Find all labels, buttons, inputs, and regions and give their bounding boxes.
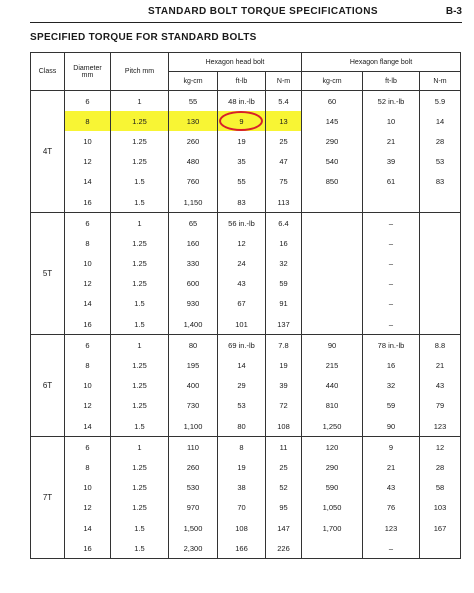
table-row — [31, 498, 461, 518]
diameter-cell: 6 — [65, 91, 111, 112]
head-kgcm-cell: 480 — [169, 152, 218, 172]
head-nm-cell: 6.4 — [266, 213, 302, 234]
flange-kgcm-cell: 440 — [302, 376, 363, 396]
pitch-cell: 1 — [111, 335, 169, 356]
head-ftlb-cell: 14 — [218, 355, 266, 375]
flange-nm-cell: 21 — [420, 355, 461, 375]
flange-kgcm-cell: 1,050 — [302, 498, 363, 518]
diameter-cell: 14 — [65, 172, 111, 192]
table-row — [31, 213, 461, 234]
flange-nm-cell: 5.9 — [420, 91, 461, 112]
head-ftlb-cell: 19 — [218, 457, 266, 477]
head-nm-cell: 25 — [266, 131, 302, 151]
head-ftlb-cell: 70 — [218, 498, 266, 518]
flange-ftlb-cell: – — [363, 274, 420, 294]
head-nm-cell: 5.4 — [266, 91, 302, 112]
flange-kgcm-cell — [302, 254, 363, 274]
flange-ftlb-cell: 61 — [363, 172, 420, 192]
flange-ftlb-cell: 21 — [363, 457, 420, 477]
table-row — [31, 376, 461, 396]
diameter-cell: 8 — [65, 233, 111, 253]
head-nm-cell: 19 — [266, 355, 302, 375]
pitch-cell: 1.25 — [111, 457, 169, 477]
header-hexagon-flange-bolt: Hexagon flange bolt — [302, 53, 461, 72]
head-kgcm-cell: 400 — [169, 376, 218, 396]
head-nm-cell: 95 — [266, 498, 302, 518]
pitch-cell: 1.25 — [111, 478, 169, 498]
pitch-cell: 1.25 — [111, 152, 169, 172]
diameter-cell: 8 — [65, 457, 111, 477]
pitch-cell: 1 — [111, 437, 169, 458]
head-nm-cell: 108 — [266, 416, 302, 437]
header-pitch: Pitch mm — [111, 53, 169, 91]
head-kgcm-cell: 930 — [169, 294, 218, 314]
flange-ftlb-cell: 78 in.-lb — [363, 335, 420, 356]
flange-ftlb-cell: 9 — [363, 437, 420, 458]
table-row — [31, 457, 461, 477]
header-diameter: Diameter mm — [65, 53, 111, 91]
flange-ftlb-cell — [363, 192, 420, 213]
flange-nm-cell: 14 — [420, 111, 461, 131]
circled-value — [239, 117, 243, 126]
head-ftlb-cell: 69 in.-lb — [218, 335, 266, 356]
flange-kgcm-cell: 215 — [302, 355, 363, 375]
flange-kgcm-cell: 290 — [302, 131, 363, 151]
flange-kgcm-cell: 810 — [302, 396, 363, 416]
head-ftlb-cell: 19 — [218, 131, 266, 151]
table-row — [31, 518, 461, 538]
class-cell: 5T — [31, 213, 65, 335]
diameter-cell: 12 — [65, 274, 111, 294]
head-nm-cell: 59 — [266, 274, 302, 294]
table-row — [31, 254, 461, 274]
pitch-cell: 1.25 — [111, 254, 169, 274]
head-ftlb-cell: 29 — [218, 376, 266, 396]
head-nm-cell: 52 — [266, 478, 302, 498]
head-ftlb-cell: 166 — [218, 538, 266, 559]
header-class: Class — [31, 53, 65, 91]
head-kgcm-cell: 330 — [169, 254, 218, 274]
head-kgcm-cell: 195 — [169, 355, 218, 375]
flange-ftlb-cell: 90 — [363, 416, 420, 437]
diameter-cell: 10 — [65, 131, 111, 151]
head-kgcm-cell: 80 — [169, 335, 218, 356]
pitch-cell: 1.25 — [111, 131, 169, 151]
flange-kgcm-cell: 850 — [302, 172, 363, 192]
head-kgcm-cell: 160 — [169, 233, 218, 253]
flange-ftlb-cell: 123 — [363, 518, 420, 538]
head-kgcm-cell: 600 — [169, 274, 218, 294]
class-cell: 4T — [31, 91, 65, 213]
diameter-cell: 12 — [65, 396, 111, 416]
flange-nm-cell: 8.8 — [420, 335, 461, 356]
head-nm-cell: 113 — [266, 192, 302, 213]
table-row — [31, 437, 461, 458]
pitch-cell: 1.5 — [111, 172, 169, 192]
flange-ftlb-cell: 52 in.-lb — [363, 91, 420, 112]
flange-nm-cell: 83 — [420, 172, 461, 192]
flange-kgcm-cell: 540 — [302, 152, 363, 172]
table-row — [31, 396, 461, 416]
table-row — [31, 172, 461, 192]
flange-nm-cell — [420, 233, 461, 253]
head-ftlb-cell: 80 — [218, 416, 266, 437]
diameter-cell: 6 — [65, 437, 111, 458]
page-header — [30, 4, 462, 23]
class-cell: 7T — [31, 437, 65, 559]
header-head-kgcm: kg-cm — [169, 72, 218, 91]
head-ftlb-cell: 12 — [218, 233, 266, 253]
head-ftlb-cell — [218, 111, 266, 131]
flange-nm-cell: 167 — [420, 518, 461, 538]
head-nm-cell: 7.8 — [266, 335, 302, 356]
flange-kgcm-cell — [302, 294, 363, 314]
flange-kgcm-cell — [302, 213, 363, 234]
flange-kgcm-cell: 1,700 — [302, 518, 363, 538]
pitch-cell: 1.25 — [111, 233, 169, 253]
header-flange-nm: N-m — [420, 72, 461, 91]
head-ftlb-cell: 55 — [218, 172, 266, 192]
flange-ftlb-cell: – — [363, 254, 420, 274]
flange-ftlb-cell: 59 — [363, 396, 420, 416]
header-flange-ftlb: ft-lb — [363, 72, 420, 91]
diameter-cell: 14 — [65, 416, 111, 437]
head-nm-cell: 13 — [266, 111, 302, 131]
head-kgcm-cell: 130 — [169, 111, 218, 131]
flange-kgcm-cell — [302, 192, 363, 213]
head-ftlb-cell: 53 — [218, 396, 266, 416]
flange-ftlb-cell: 76 — [363, 498, 420, 518]
head-nm-cell: 91 — [266, 294, 302, 314]
table-row — [31, 335, 461, 356]
flange-ftlb-cell: 21 — [363, 131, 420, 151]
flange-ftlb-cell: – — [363, 233, 420, 253]
diameter-cell: 6 — [65, 335, 111, 356]
pitch-cell: 1 — [111, 213, 169, 234]
pitch-cell: 1.25 — [111, 498, 169, 518]
flange-nm-cell — [420, 192, 461, 213]
table-row — [31, 192, 461, 213]
flange-ftlb-cell: 39 — [363, 152, 420, 172]
head-kgcm-cell: 2,300 — [169, 538, 218, 559]
pitch-cell: 1.25 — [111, 111, 169, 131]
head-nm-cell: 137 — [266, 314, 302, 335]
head-kgcm-cell: 970 — [169, 498, 218, 518]
head-nm-cell: 16 — [266, 233, 302, 253]
pitch-cell: 1.25 — [111, 376, 169, 396]
red-circle-annotation — [219, 111, 263, 131]
flange-kgcm-cell — [302, 233, 363, 253]
flange-ftlb-cell: 16 — [363, 355, 420, 375]
flange-kgcm-cell: 290 — [302, 457, 363, 477]
head-nm-cell: 47 — [266, 152, 302, 172]
head-ftlb-cell: 38 — [218, 478, 266, 498]
flange-ftlb-cell: – — [363, 538, 420, 559]
head-kgcm-cell: 530 — [169, 478, 218, 498]
head-nm-cell: 32 — [266, 254, 302, 274]
head-ftlb-cell: 35 — [218, 152, 266, 172]
table-row — [31, 538, 461, 559]
head-nm-cell: 147 — [266, 518, 302, 538]
flange-kgcm-cell: 590 — [302, 478, 363, 498]
diameter-cell: 10 — [65, 254, 111, 274]
pitch-cell: 1.5 — [111, 192, 169, 213]
flange-nm-cell — [420, 314, 461, 335]
head-ftlb-cell: 48 in.-lb — [218, 91, 266, 112]
flange-nm-cell: 12 — [420, 437, 461, 458]
flange-nm-cell: 28 — [420, 131, 461, 151]
diameter-cell: 16 — [65, 314, 111, 335]
torque-table-body — [31, 91, 461, 559]
table-row — [31, 478, 461, 498]
flange-nm-cell: 58 — [420, 478, 461, 498]
pitch-cell: 1.5 — [111, 538, 169, 559]
head-ftlb-cell: 101 — [218, 314, 266, 335]
pitch-cell: 1.5 — [111, 416, 169, 437]
head-nm-cell: 11 — [266, 437, 302, 458]
flange-nm-cell — [420, 274, 461, 294]
diameter-cell: 16 — [65, 192, 111, 213]
pitch-cell: 1.5 — [111, 518, 169, 538]
head-ftlb-cell: 108 — [218, 518, 266, 538]
page-title: STANDARD BOLT TORQUE SPECIFICATIONS — [148, 6, 378, 17]
flange-ftlb-cell: 10 — [363, 111, 420, 131]
flange-kgcm-cell: 145 — [302, 111, 363, 131]
diameter-cell: 8 — [65, 355, 111, 375]
page-number: B-3 — [445, 6, 462, 17]
diameter-cell: 12 — [65, 498, 111, 518]
flange-ftlb-cell: – — [363, 213, 420, 234]
flange-kgcm-cell: 60 — [302, 91, 363, 112]
table-row — [31, 314, 461, 335]
head-kgcm-cell: 260 — [169, 131, 218, 151]
diameter-cell: 16 — [65, 538, 111, 559]
diameter-cell: 12 — [65, 152, 111, 172]
head-nm-cell: 75 — [266, 172, 302, 192]
table-row — [31, 91, 461, 112]
pitch-cell: 1.25 — [111, 355, 169, 375]
flange-kgcm-cell: 1,250 — [302, 416, 363, 437]
head-ftlb-cell: 24 — [218, 254, 266, 274]
table-row — [31, 274, 461, 294]
head-ftlb-cell: 8 — [218, 437, 266, 458]
diameter-cell: 10 — [65, 376, 111, 396]
head-ftlb-cell: 83 — [218, 192, 266, 213]
head-ftlb-cell: 43 — [218, 274, 266, 294]
flange-nm-cell: 123 — [420, 416, 461, 437]
flange-nm-cell: 103 — [420, 498, 461, 518]
header-head-ftlb: ft-lb — [218, 72, 266, 91]
flange-ftlb-cell: – — [363, 314, 420, 335]
head-kgcm-cell: 760 — [169, 172, 218, 192]
head-kgcm-cell: 730 — [169, 396, 218, 416]
flange-ftlb-cell: 32 — [363, 376, 420, 396]
table-row — [31, 416, 461, 437]
head-kgcm-cell: 260 — [169, 457, 218, 477]
diameter-cell: 14 — [65, 518, 111, 538]
pitch-cell: 1.5 — [111, 294, 169, 314]
flange-kgcm-cell — [302, 314, 363, 335]
flange-nm-cell — [420, 538, 461, 559]
diameter-cell: 6 — [65, 213, 111, 234]
pitch-cell: 1.25 — [111, 396, 169, 416]
head-nm-cell: 25 — [266, 457, 302, 477]
head-ftlb-cell: 56 in.-lb — [218, 213, 266, 234]
table-row — [31, 152, 461, 172]
table-row — [31, 111, 461, 131]
table-row — [31, 131, 461, 151]
torque-table — [30, 52, 461, 559]
head-kgcm-cell: 1,500 — [169, 518, 218, 538]
head-ftlb-cell: 67 — [218, 294, 266, 314]
head-kgcm-cell: 1,150 — [169, 192, 218, 213]
head-kgcm-cell: 1,400 — [169, 314, 218, 335]
diameter-cell: 8 — [65, 111, 111, 131]
flange-nm-cell — [420, 213, 461, 234]
head-kgcm-cell: 55 — [169, 91, 218, 112]
flange-nm-cell — [420, 294, 461, 314]
flange-ftlb-cell: – — [363, 294, 420, 314]
pitch-cell: 1.5 — [111, 314, 169, 335]
head-kgcm-cell: 65 — [169, 213, 218, 234]
class-cell: 6T — [31, 335, 65, 437]
flange-kgcm-cell — [302, 274, 363, 294]
table-row — [31, 233, 461, 253]
head-nm-cell: 226 — [266, 538, 302, 559]
table-row — [31, 355, 461, 375]
diameter-cell: 14 — [65, 294, 111, 314]
section-title: SPECIFIED TORQUE FOR STANDARD BOLTS — [30, 32, 257, 43]
flange-nm-cell — [420, 254, 461, 274]
header-head-nm: N-m — [266, 72, 302, 91]
head-kgcm-cell: 1,100 — [169, 416, 218, 437]
flange-kgcm-cell: 120 — [302, 437, 363, 458]
head-nm-cell: 39 — [266, 376, 302, 396]
pitch-cell: 1 — [111, 91, 169, 112]
flange-nm-cell: 79 — [420, 396, 461, 416]
header-hexagon-head-bolt: Hexagon head bolt — [169, 53, 302, 72]
flange-nm-cell: 43 — [420, 376, 461, 396]
flange-kgcm-cell — [302, 538, 363, 559]
flange-nm-cell: 53 — [420, 152, 461, 172]
diameter-cell: 10 — [65, 478, 111, 498]
head-kgcm-cell: 110 — [169, 437, 218, 458]
table-row — [31, 294, 461, 314]
head-nm-cell: 72 — [266, 396, 302, 416]
header-flange-kgcm: kg-cm — [302, 72, 363, 91]
flange-kgcm-cell: 90 — [302, 335, 363, 356]
flange-ftlb-cell: 43 — [363, 478, 420, 498]
flange-nm-cell: 28 — [420, 457, 461, 477]
circled-value-text: 9 — [239, 116, 244, 126]
pitch-cell: 1.25 — [111, 274, 169, 294]
